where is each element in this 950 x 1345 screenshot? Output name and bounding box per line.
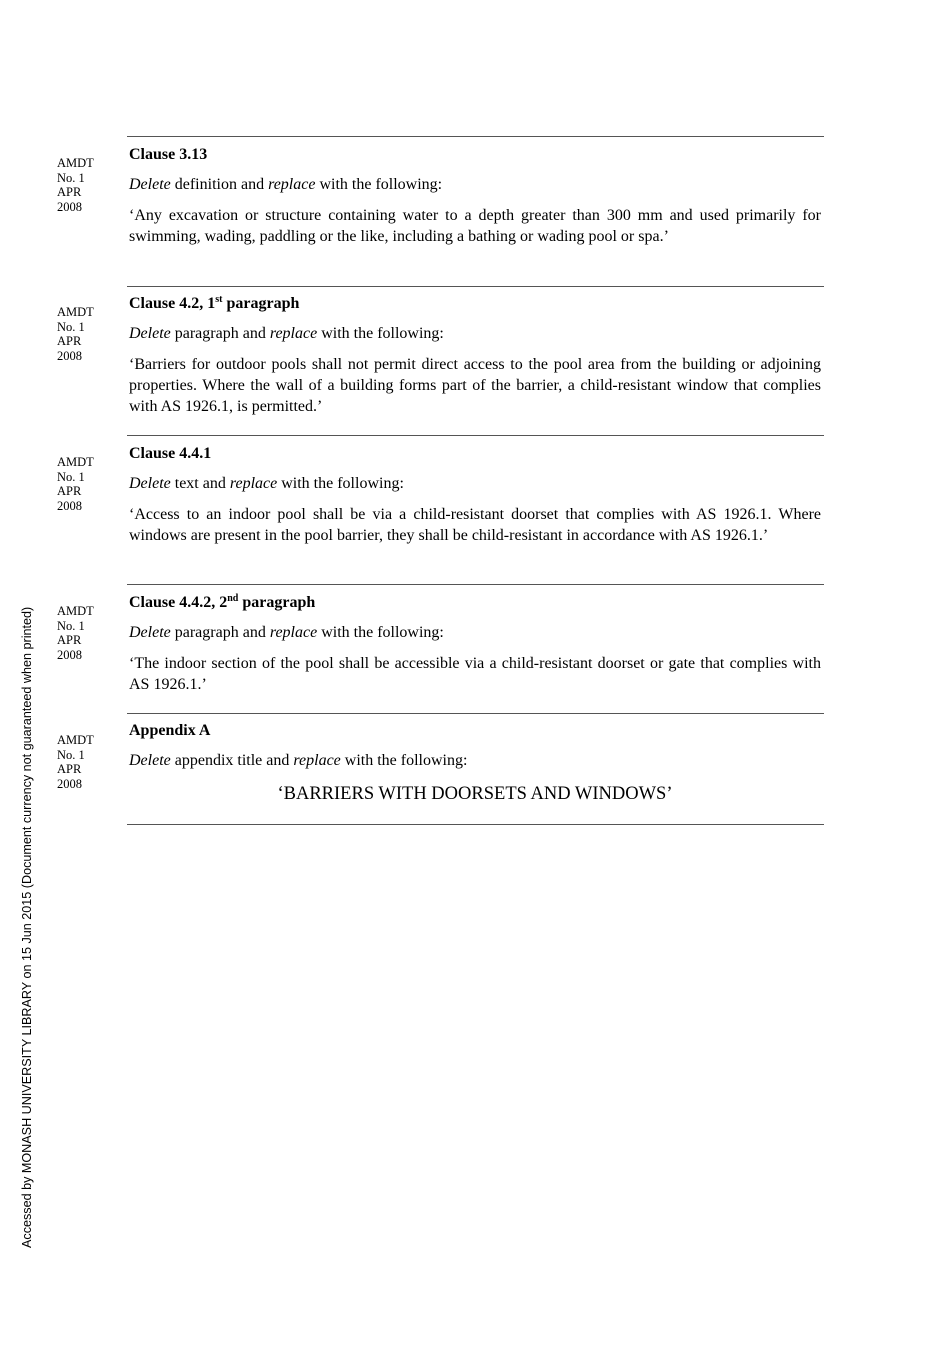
entry-replacement-text: ‘Access to an indoor pool shall be via a child-resistant doorset that complies with AS 1926.1. Where windows are present in the pool barrier, they shall be child-resistant in accordance with AS 1926.1.’ bbox=[129, 506, 821, 544]
entry-instruction: Delete appendix title and replace with the following: bbox=[129, 752, 468, 769]
entry-instruction: Delete definition and replace with the following: bbox=[129, 176, 443, 193]
amendment-entry bbox=[129, 593, 821, 695]
entry-replacement-text: ‘Any excavation or structure containing water to a depth greater than 300 mm and used primarily for swimming, wading, paddling or the like, including a bathing or wading pool or spa.’ bbox=[129, 207, 821, 245]
amendment-margin-note: AMDT No. 1 APR 2008 bbox=[57, 156, 94, 214]
amendment-margin-note: AMDT No. 1 APR 2008 bbox=[57, 604, 94, 662]
entry-heading: Clause 4.4.1 bbox=[129, 445, 212, 462]
appendix-new-title: ‘BARRIERS WITH DOORSETS AND WINDOWS’ bbox=[277, 784, 673, 804]
amendment-margin-note: AMDT No. 1 APR 2008 bbox=[57, 455, 94, 513]
entry-instruction: Delete text and replace with the following: bbox=[129, 475, 404, 492]
entry-heading: Appendix A bbox=[129, 722, 211, 739]
divider-rule bbox=[127, 713, 824, 714]
entry-heading: Clause 4.4.2, 2nd paragraph bbox=[129, 593, 316, 611]
entry-replacement-text: ‘Barriers for outdoor pools shall not permit direct access to the pool area from the building or adjoining properties. Where the wall of a building forms part of the barrier, a child-resistant window that complies with AS 1926.1, is permitted.’ bbox=[129, 356, 821, 415]
divider-rule bbox=[127, 136, 824, 137]
entry-replacement-text: ‘The indoor section of the pool shall be accessible via a child-resistant doorset or gate that complies with AS 1926.1.’ bbox=[129, 655, 821, 693]
divider-rule bbox=[127, 435, 824, 436]
amendment-margin-note: AMDT No. 1 APR 2008 bbox=[57, 733, 94, 791]
amendment-entry bbox=[129, 721, 821, 805]
amendment-entry bbox=[129, 145, 821, 247]
amendment-entry bbox=[129, 294, 821, 417]
divider-rule bbox=[127, 584, 824, 585]
amendment-margin-note: AMDT No. 1 APR 2008 bbox=[57, 305, 94, 363]
amendment-entry bbox=[129, 444, 821, 546]
entry-instruction: Delete paragraph and replace with the following: bbox=[129, 624, 444, 641]
entry-heading: Clause 4.2, 1st paragraph bbox=[129, 294, 300, 312]
divider-rule bbox=[127, 286, 824, 287]
access-watermark-note: Accessed by MONASH UNIVERSITY LIBRARY on 15 Jun 2015 (Document currency not guaranteed when printed) bbox=[20, 606, 34, 1248]
entry-instruction: Delete paragraph and replace with the following: bbox=[129, 325, 444, 342]
entry-heading: Clause 3.13 bbox=[129, 146, 208, 163]
divider-rule bbox=[127, 824, 824, 825]
